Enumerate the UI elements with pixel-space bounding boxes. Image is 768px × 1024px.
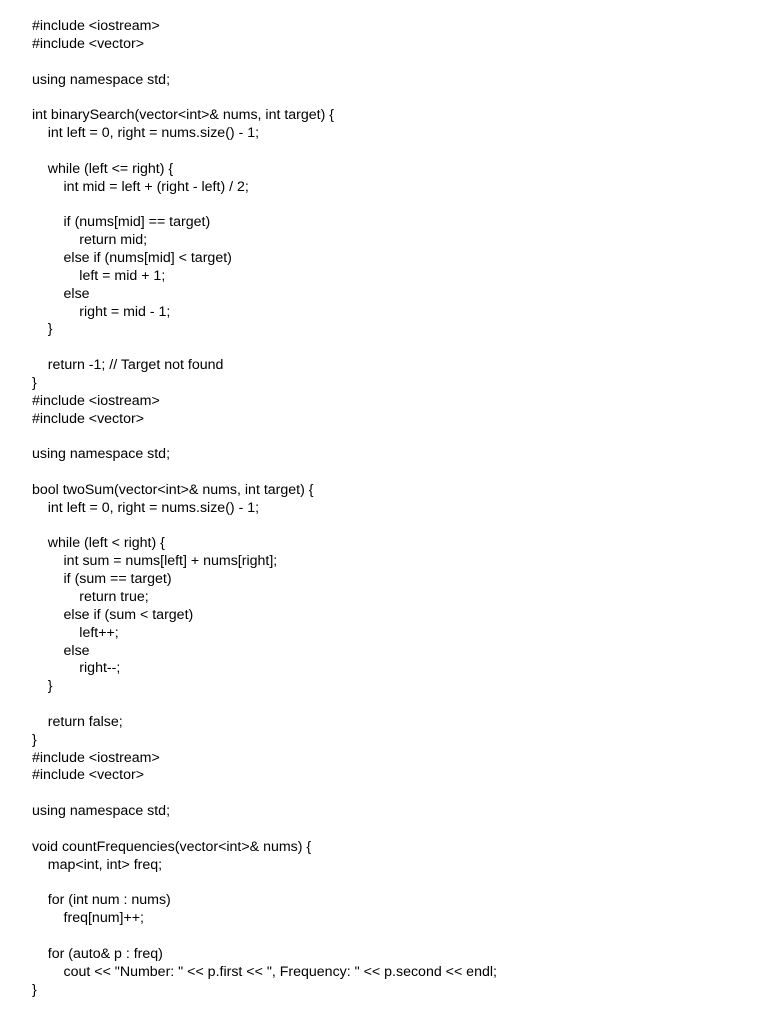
code-line: right = mid - 1; bbox=[32, 303, 171, 320]
code-line: else bbox=[32, 285, 90, 302]
code-line: } bbox=[32, 321, 53, 338]
code-line bbox=[32, 339, 752, 357]
code-line: #include <vector> bbox=[32, 35, 144, 52]
code-line: left = mid + 1; bbox=[32, 267, 166, 284]
code-line: } bbox=[32, 981, 37, 998]
code-line: #include <iostream> bbox=[32, 392, 160, 409]
code-line: int sum = nums[left] + nums[right]; bbox=[32, 553, 278, 570]
code-line: right--; bbox=[32, 660, 121, 677]
code-line: return false; bbox=[32, 713, 123, 730]
code-line bbox=[32, 518, 752, 536]
code-line: #include <iostream> bbox=[32, 749, 160, 766]
code-line: } bbox=[32, 731, 37, 748]
code-line bbox=[32, 54, 752, 72]
code-line bbox=[32, 928, 752, 946]
code-line: map<int, int> freq; bbox=[32, 856, 163, 873]
code-line: while (left <= right) { bbox=[32, 160, 174, 177]
code-line: } bbox=[32, 678, 53, 695]
code-line: int left = 0, right = nums.size() - 1; bbox=[32, 125, 260, 142]
code-line: #include <vector> bbox=[32, 767, 144, 784]
code-line: return true; bbox=[32, 589, 149, 605]
code-line: #include <iostream> bbox=[32, 18, 160, 34]
code-line bbox=[32, 821, 752, 839]
code-line: else bbox=[32, 642, 90, 659]
code-line bbox=[32, 428, 752, 446]
code-line: freq[num]++; bbox=[32, 910, 144, 927]
code-line: while (left < right) { bbox=[32, 535, 165, 552]
code-document bbox=[32, 18, 752, 999]
code-line: bool twoSum(vector<int>& nums, int target) { bbox=[32, 481, 314, 498]
code-line: using namespace std; bbox=[32, 71, 171, 88]
code-line: int mid = left + (right - left) / 2; bbox=[32, 178, 249, 195]
code-line bbox=[32, 875, 752, 893]
code-line bbox=[32, 464, 752, 482]
code-line: left++; bbox=[32, 624, 119, 641]
code-line bbox=[32, 196, 752, 214]
code-line: int left = 0, right = nums.size() - 1; bbox=[32, 499, 260, 516]
code-line bbox=[32, 143, 752, 161]
code-line: int binarySearch(vector<int>& nums, int target) { bbox=[32, 107, 335, 124]
code-line: cout << "Number: " << p.first << ", Frequency: " << p.second << endl; bbox=[32, 963, 497, 980]
code-line: else if (nums[mid] < target) bbox=[32, 249, 232, 266]
code-line: else if (sum < target) bbox=[32, 606, 194, 623]
code-line: using namespace std; bbox=[32, 446, 171, 463]
code-line: for (int num : nums) bbox=[32, 892, 171, 909]
code-line: if (nums[mid] == target) bbox=[32, 214, 211, 231]
code-line bbox=[32, 89, 752, 107]
code-line: return -1; // Target not found bbox=[32, 357, 224, 374]
code-line: } bbox=[32, 374, 37, 391]
code-line: using namespace std; bbox=[32, 803, 171, 820]
code-line: #include <vector> bbox=[32, 410, 144, 427]
code-line: if (sum == target) bbox=[32, 571, 172, 588]
code-line: for (auto& p : freq) bbox=[32, 945, 163, 962]
code-line bbox=[32, 785, 752, 803]
code-line: return mid; bbox=[32, 232, 148, 249]
code-line bbox=[32, 696, 752, 714]
code-line: void countFrequencies(vector<int>& nums) { bbox=[32, 838, 312, 855]
